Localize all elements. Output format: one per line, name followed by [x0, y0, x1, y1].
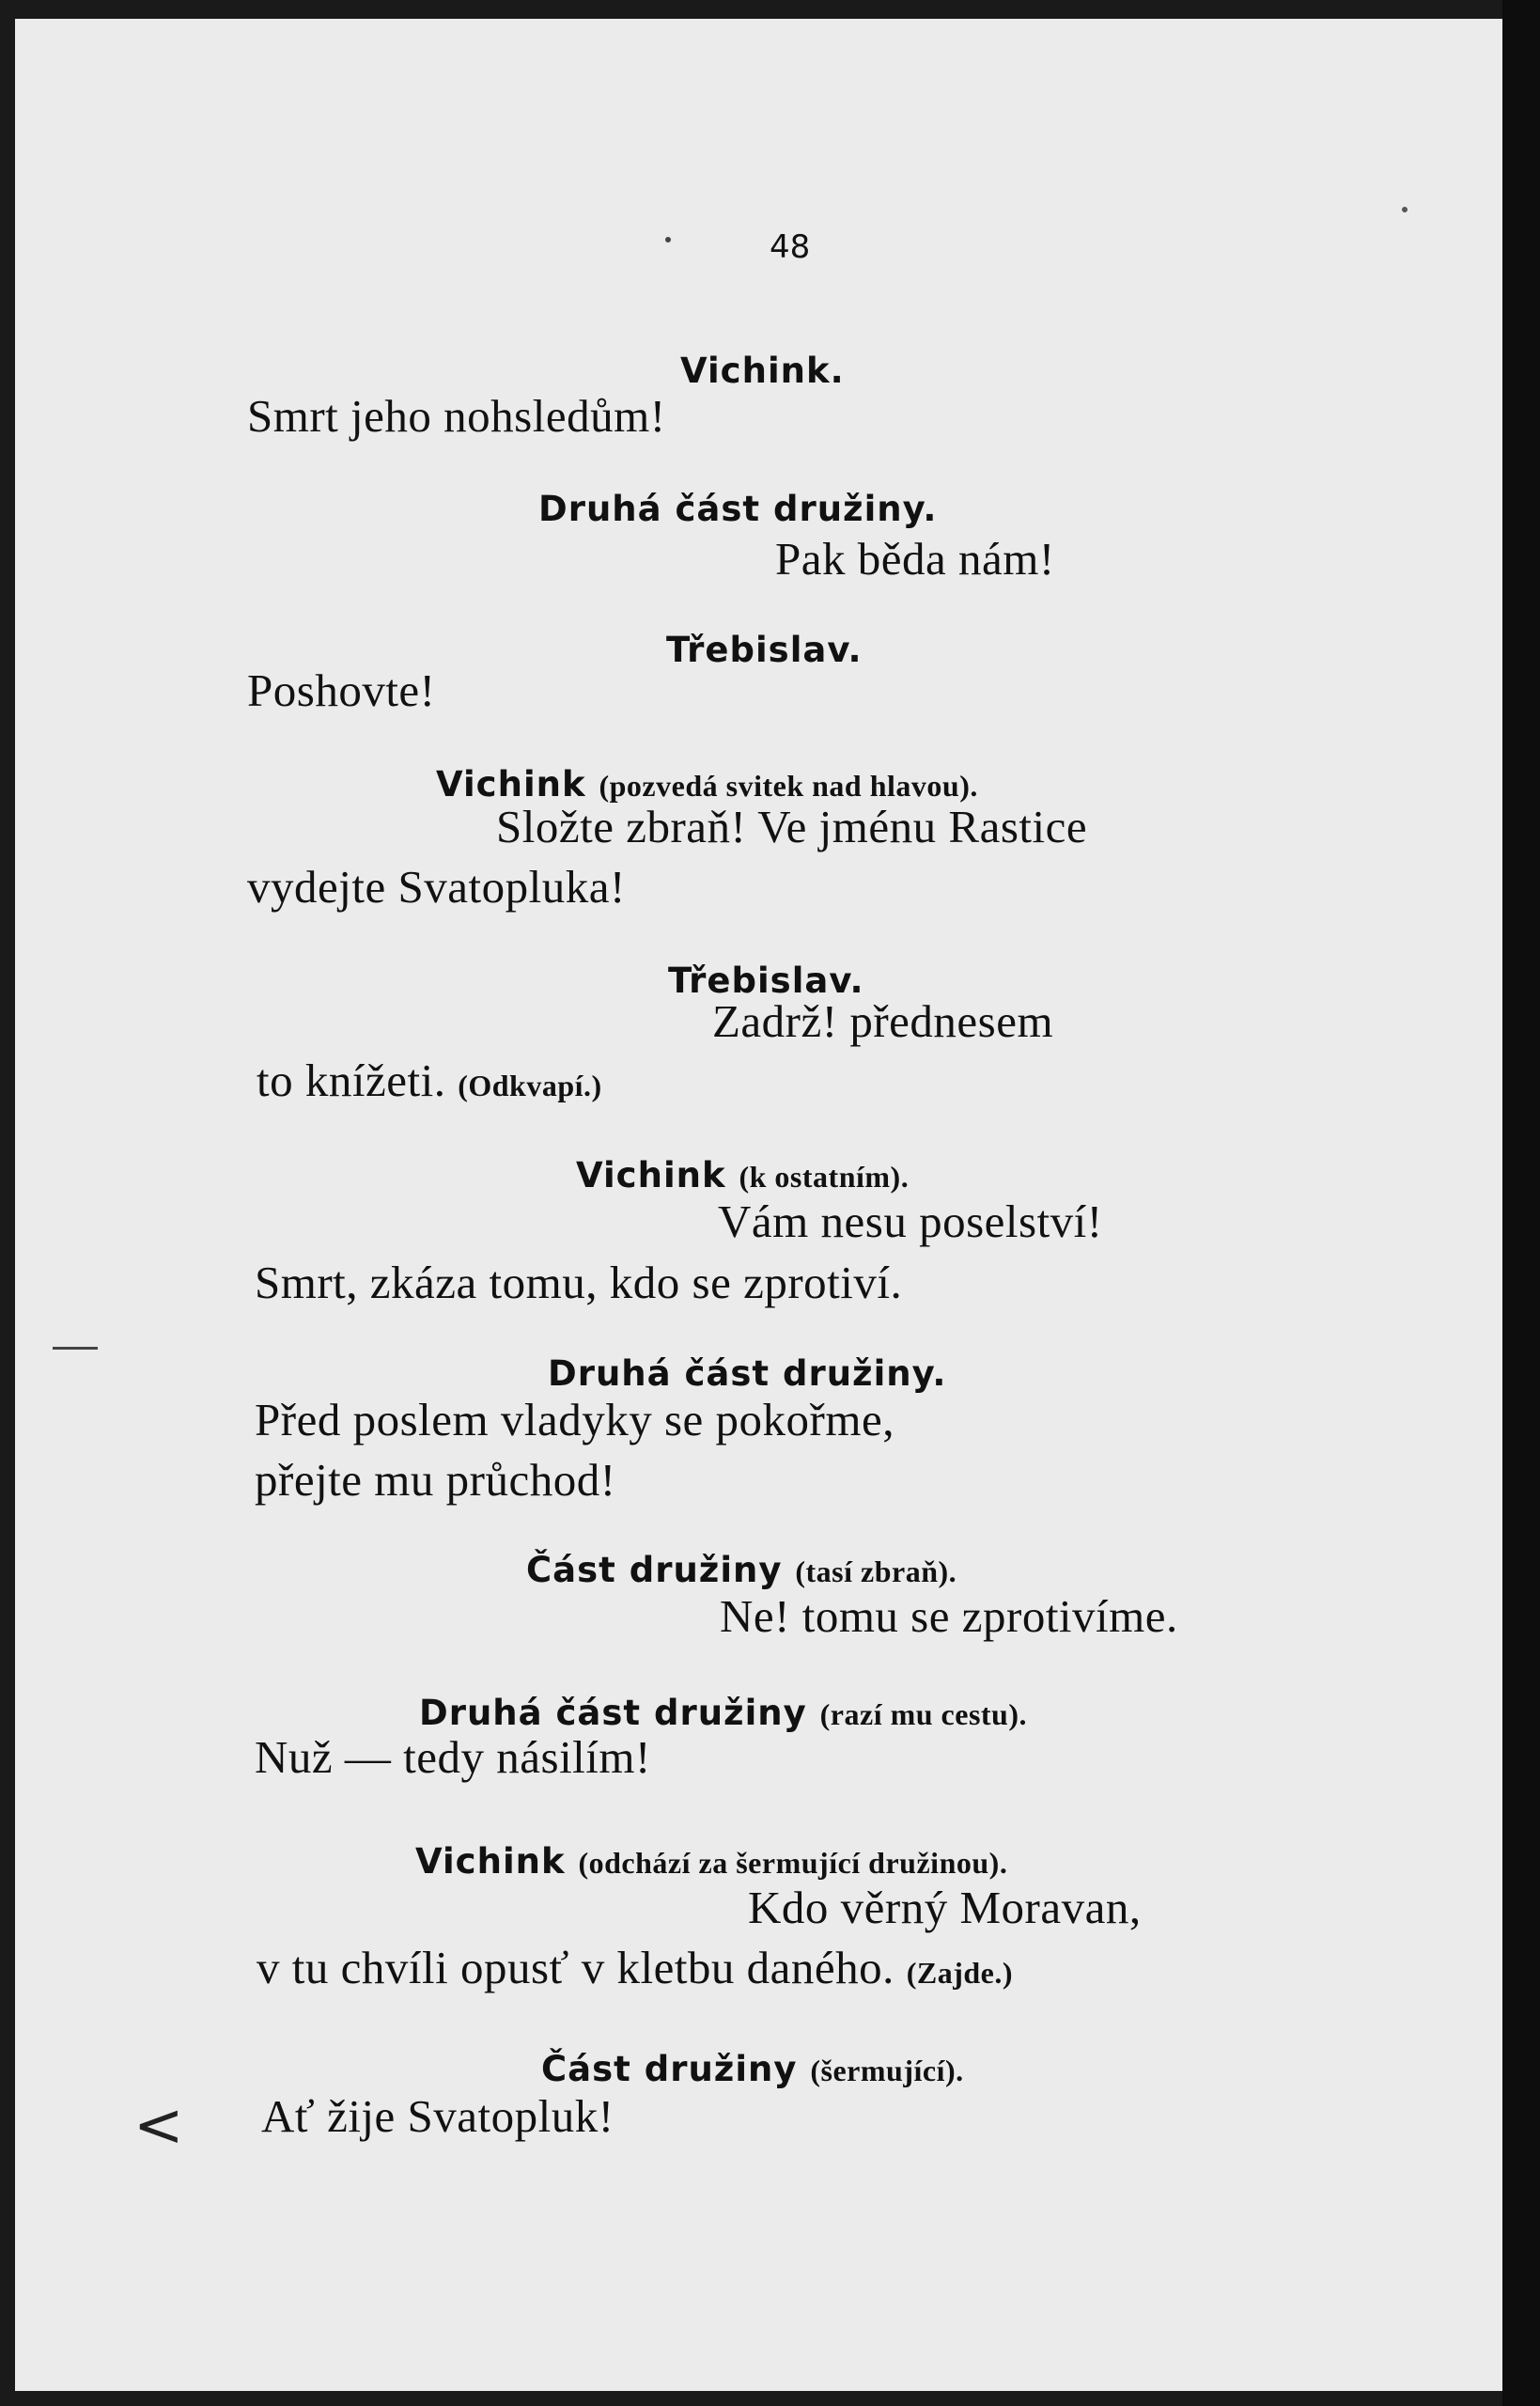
margin-dash: [53, 1347, 98, 1350]
stage-direction: (odchází za šermující družinou).: [578, 1846, 1008, 1880]
margin-dot: [665, 237, 671, 242]
verse-line: Vám nesu poselství!: [718, 1195, 1103, 1247]
speaker-heading: [436, 764, 978, 805]
book-page: [15, 19, 1502, 2391]
speaker-name: Vichink: [436, 764, 586, 805]
speaker-name: Vichink: [576, 1155, 726, 1195]
verse-line: Smrt jeho nohsledům!: [247, 390, 666, 442]
speaker-heading: [548, 1353, 947, 1394]
verse-line: Ne! tomu se zprotivíme.: [720, 1590, 1178, 1642]
page-edge-shadow: [1502, 0, 1540, 2406]
verse-line: Smrt, zkáza tomu, kdo se zprotiví.: [255, 1257, 903, 1308]
speaker-heading: [668, 961, 864, 1001]
verse-line: Poshovte!: [247, 664, 436, 716]
stage-direction: (tasí zbraň).: [795, 1555, 957, 1588]
stage-direction: (k ostatním).: [739, 1160, 910, 1194]
speaker-name: Druhá část družiny.: [548, 1353, 947, 1394]
page-number: 48: [770, 228, 811, 266]
verse-text: to knížeti.: [257, 1055, 446, 1106]
verse-line: Složte zbraň! Ve jménu Rastice: [496, 801, 1088, 852]
speaker-heading: [541, 2049, 964, 2089]
verse-line: Zadrž! přednesem: [712, 995, 1054, 1047]
left-arrow-icon: <: [133, 2091, 184, 2161]
verse-line: Nuž — tedy násilím!: [255, 1731, 651, 1783]
speaker-name: Vichink.: [680, 351, 845, 391]
speaker-heading: [538, 489, 938, 529]
stage-direction: (razí mu cestu).: [819, 1697, 1027, 1731]
verse-line: Před poslem vladyky se pokořme,: [255, 1394, 894, 1445]
speaker-heading: [415, 1841, 1008, 1882]
speaker-heading: [680, 351, 845, 391]
speaker-name: Druhá část družiny: [419, 1693, 807, 1733]
speaker-heading: [666, 630, 863, 670]
verse-line: Ať žije Svatopluk!: [261, 2090, 614, 2142]
speaker-name: Vichink: [415, 1841, 566, 1882]
stage-direction: (šermující).: [810, 2054, 964, 2087]
speaker-heading: [419, 1693, 1027, 1733]
verse-line: Kdo věrný Moravan,: [748, 1882, 1142, 1933]
speaker-name: Část družiny: [526, 1550, 783, 1590]
speaker-name: Část družiny: [541, 2049, 798, 2089]
verse-line: přejte mu průchod!: [255, 1454, 616, 1506]
verse-line: Pak běda nám!: [775, 533, 1055, 585]
verse-line: vydejte Svatopluka!: [247, 861, 626, 913]
speaker-heading: [576, 1155, 910, 1195]
speaker-heading: [526, 1550, 957, 1590]
speaker-name: Třebislav.: [668, 961, 864, 1001]
margin-dot: [1402, 207, 1408, 212]
speaker-name: Třebislav.: [666, 630, 863, 670]
verse-line: [257, 1055, 602, 1106]
verse-text: v tu chvíli opusť v kletbu daného.: [257, 1942, 894, 1993]
stage-direction: (Zajde.): [906, 1956, 1013, 1990]
stage-direction: (Odkvapí.): [458, 1069, 602, 1102]
stage-direction: (pozvedá svitek nad hlavou).: [599, 769, 978, 803]
speaker-name: Druhá část družiny.: [538, 489, 938, 529]
verse-line: [257, 1942, 1013, 1993]
